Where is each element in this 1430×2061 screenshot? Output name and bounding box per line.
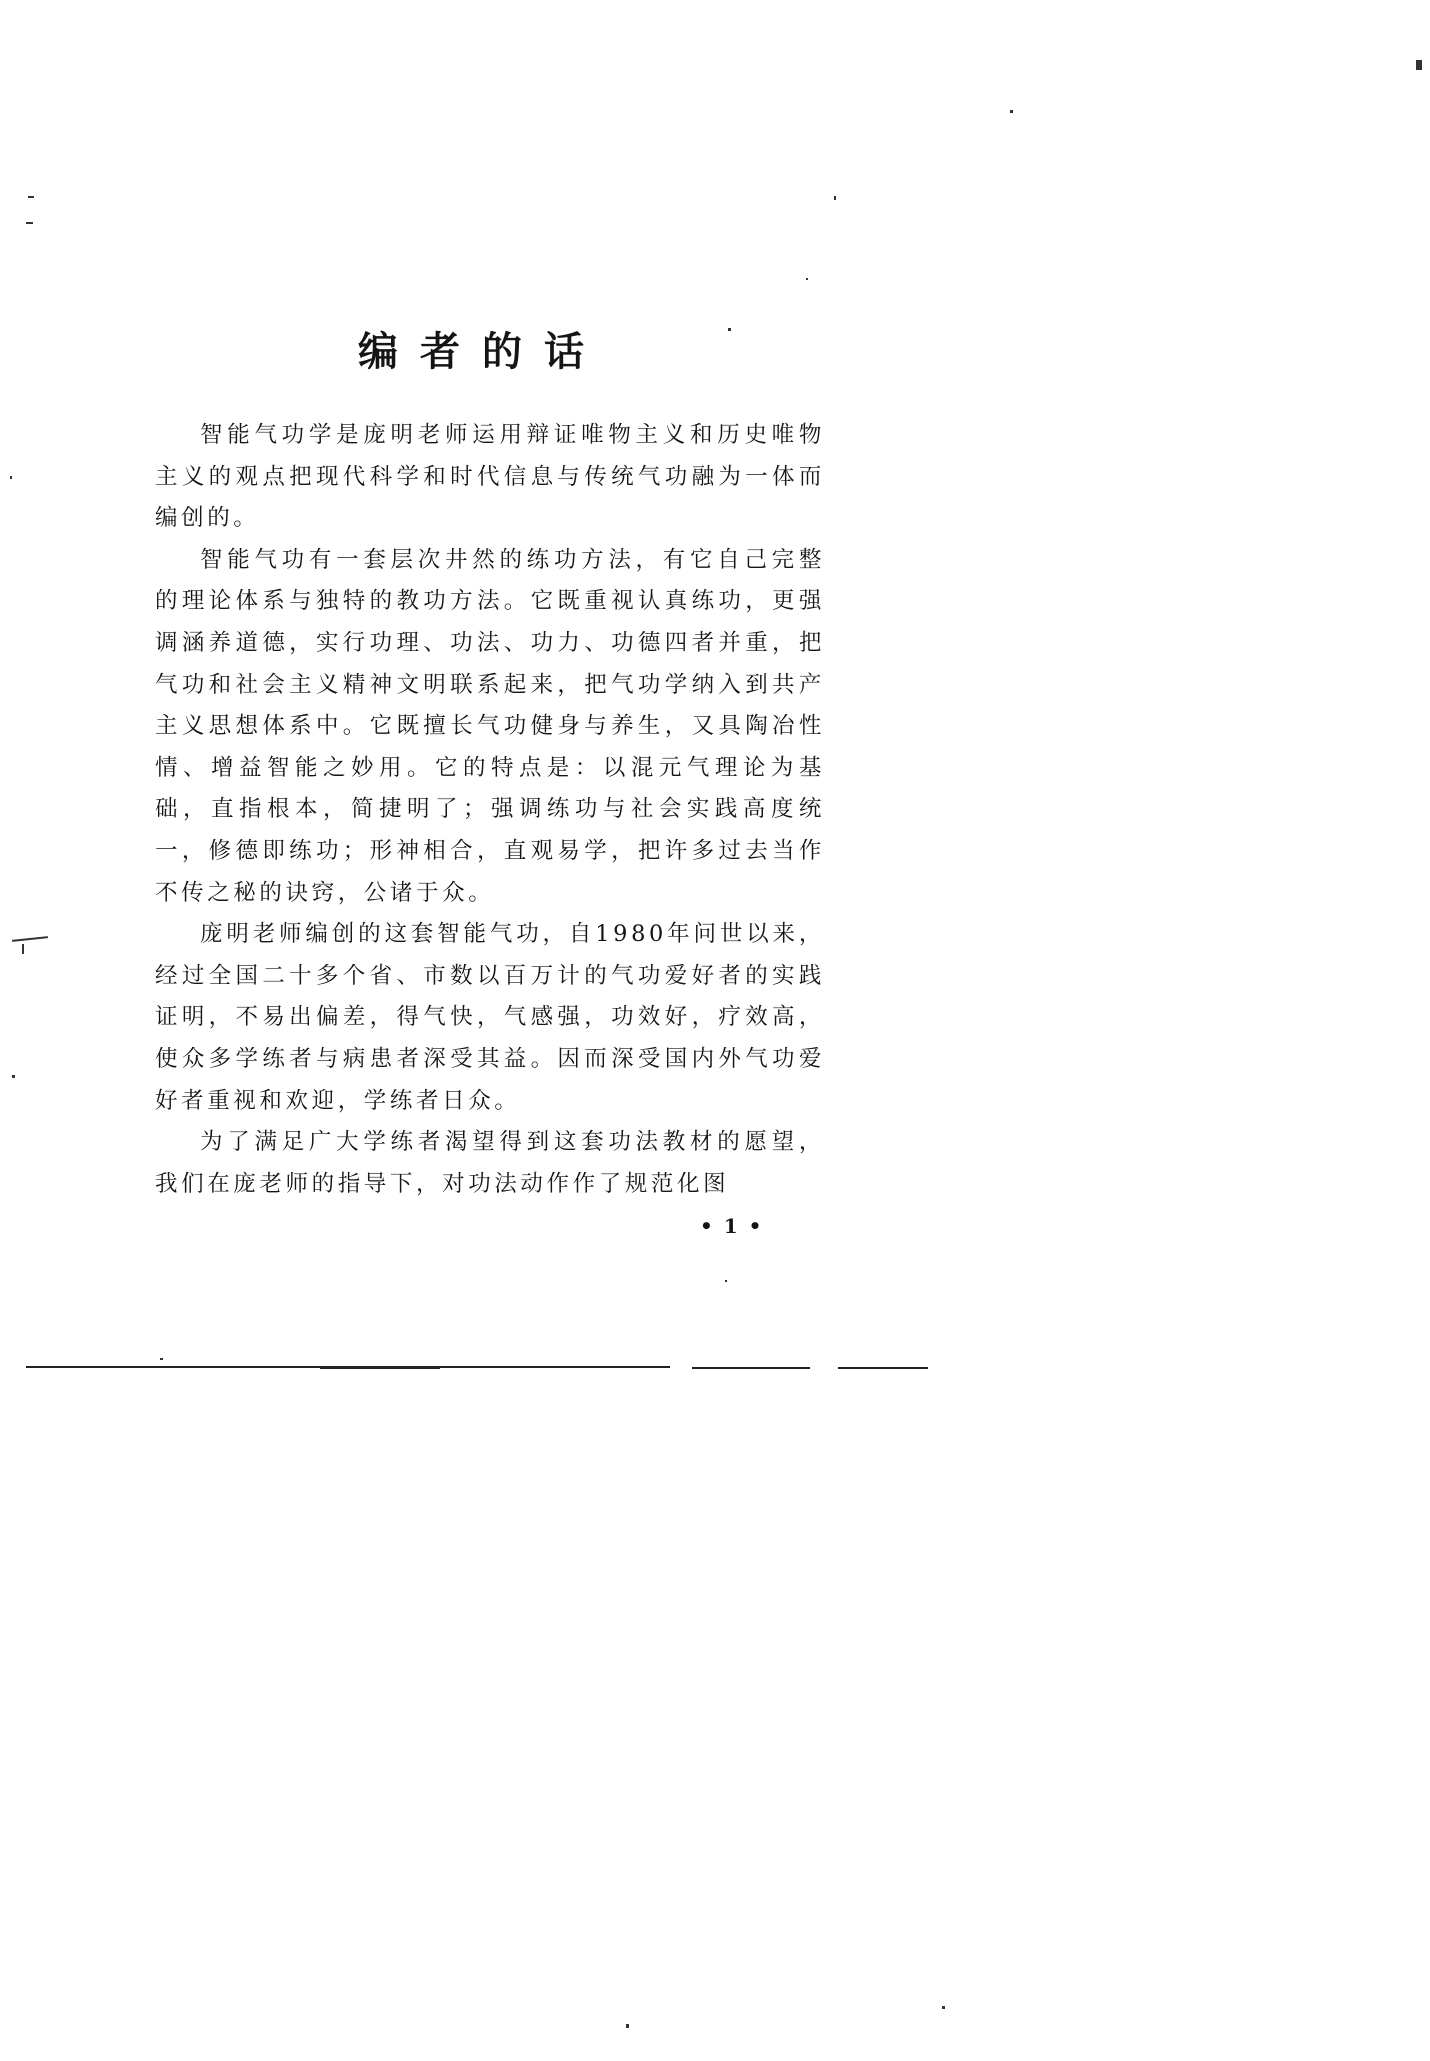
scan-speck [834, 196, 836, 200]
paragraph-2: 智能气功有一套层次井然的练功方法，有它自己完整的理论体系与独特的教功方法。它既重视认真练功，更强调涵养道德，实行功理、功法、功力、功德四者并重，把气功和社会主义精神文明联系起来，把气功学纳入到共产主义思想体系中。它既擅长气功健身与养生，又具陶冶性情、增益智能之妙用。它的特点是：以混元气理论为基础，直指根本，简捷明了；强调练功与社会实践高度统一，修德即练功；形神相合，直观易学，把许多过去当作不传之秘的诀窍，公诸于众。 [155, 546, 825, 906]
scan-speck [28, 196, 34, 198]
paragraph-4: 为了满足广大学练者渴望得到这套功法教材的愿望，我们在庞老师的指导下，对功法动作作了规范化图 [155, 1129, 825, 1197]
body-text [155, 415, 825, 1205]
paragraph-3: 庞明老师编创的这套智能气功，自1980年问世以来，经过全国二十多个省、市数以百万计的气功爱好者的实践证明，不易出偏差，得气快，气感强，功效好，疗效高，使众多学练者与病患者深受其益。因而深受国内外气功爱好者重视和欢迎，学练者日众。 [155, 921, 825, 1114]
scan-speck [725, 1280, 727, 1282]
page-title: 编者的话 [358, 329, 606, 375]
paragraph-1: 智能气功学是庞明老师运用辩证唯物主义和历史唯物主义的观点把现代科学和时代信息与传统气功融为一体而编创的。 [155, 422, 825, 532]
scan-speck [22, 944, 24, 954]
scan-rule-mid [692, 1367, 810, 1369]
scan-speck [626, 2024, 629, 2028]
scan-speck [160, 1358, 163, 1360]
scan-speck [728, 328, 731, 331]
scan-speck [12, 1075, 15, 1078]
scan-rule-thick [320, 1366, 440, 1369]
scan-speck [26, 222, 33, 224]
scan-speck [806, 278, 808, 280]
page-number: • 1 • [700, 1214, 764, 1238]
scan-rule-right [838, 1367, 928, 1369]
scan-speck [942, 2006, 945, 2009]
scan-speck [10, 476, 12, 479]
scan-speck [1010, 110, 1013, 113]
scan-speck [12, 936, 48, 942]
scan-speck [1416, 60, 1422, 70]
